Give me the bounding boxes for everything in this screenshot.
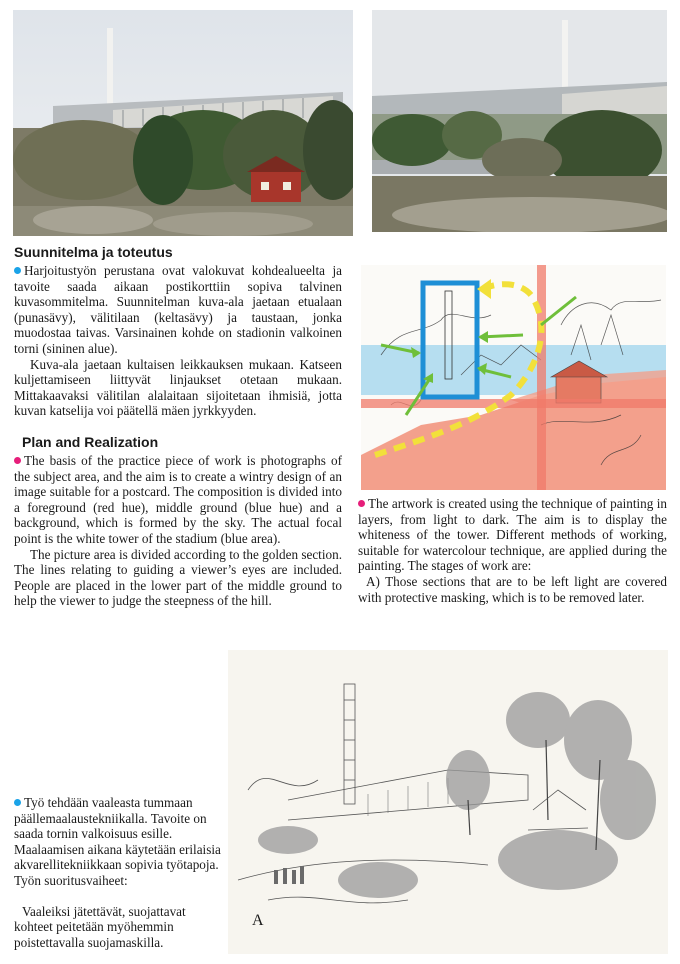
body-text-fi (14, 263, 342, 419)
pencil-sketch-stage-a (228, 650, 668, 954)
paragraph-fi-1: Harjoitustyön perustana ovat valokuvat kohdealueelta ja tavoite saada aikaan postikorttiin sopiva talvinen kuvasommitelma. Suunnitelman kuva-ala jaetaan etualaan (punasävy), välitilaan (keltasävy) ja taustaan, jonka muodostaa taivas. Varsinainen kohde on stadionin valkoinen torni (sininen alue). (14, 263, 342, 356)
photo-stadium-winter-left (13, 10, 353, 236)
bullet-dot-icon (14, 457, 21, 464)
caption-text-en (358, 496, 667, 605)
paragraph-fi-2: Kuva-ala jaetaan kultaisen leikkauksen mukaan. Katseen kuljettamiseen liittyvät linjaukset otetaan mukaan. Mittakaavaksi välitilan alalaitaan sijoitetaan ihmisiä, jotta kuvan katselija voi päätellä mäen jyrkkyyden. (14, 356, 342, 419)
stadium-photo-icon (372, 10, 667, 232)
stadium-sketch-icon (228, 650, 668, 954)
caption-fi-2: Vaaleiksi jätettävät, suojattavat kohteet peitetään myöhemmin poistettavalla suojamaskilla. (14, 903, 186, 950)
composition-plan-diagram (361, 265, 666, 490)
stage-label: A (252, 912, 264, 929)
body-text-en (14, 453, 342, 609)
paragraph-en-1: The basis of the practice piece of work is photographs of the subject area, and the aim is to create a wintry design of an image suitable for a postcard. The composition is divided into a foreground (red hue), middle ground (blue hue) and a background, which is formed by the sky. The actual focal point is the white tower of the stadium (blue area). (14, 453, 342, 546)
section-heading-fi: Suunnitelma ja toteutus (14, 244, 173, 260)
bullet-dot-icon (14, 267, 21, 274)
caption-text-fi (14, 795, 222, 950)
stadium-photo-icon (13, 10, 353, 236)
caption-en-2: A) Those sections that are to be left light are covered with protective masking, which is to be removed later. (358, 573, 667, 605)
caption-fi-1: Työ tehdään vaaleasta tummaan päällemaalaustekniikalla. Tavoite on saada tornin valkoisuus esille. Maalaamisen aikana käytetään erilaisia akvarellitekniikkaan sopivia työtapoja. Työn suoritusvaiheet: (14, 795, 221, 888)
paragraph-en-2: The picture area is divided according to the golden section. The lines relating to guiding a viewer’s eyes are included. People are placed in the lower part of the middle ground to help the viewer to judge the steepness of the hill. (14, 546, 342, 609)
bullet-dot-icon (14, 799, 21, 806)
composition-sketch-icon (361, 265, 666, 490)
caption-en-1: The artwork is created using the technique of painting in layers, from light to dark. The aim is to display the whiteness of the tower. Different methods of working, suitable for watercolour technique, are applied during the painting. The stages of work are: (358, 496, 667, 574)
section-heading-en: Plan and Realization (22, 434, 159, 450)
bullet-dot-icon (358, 500, 365, 507)
photo-stadium-winter-right (372, 10, 667, 232)
